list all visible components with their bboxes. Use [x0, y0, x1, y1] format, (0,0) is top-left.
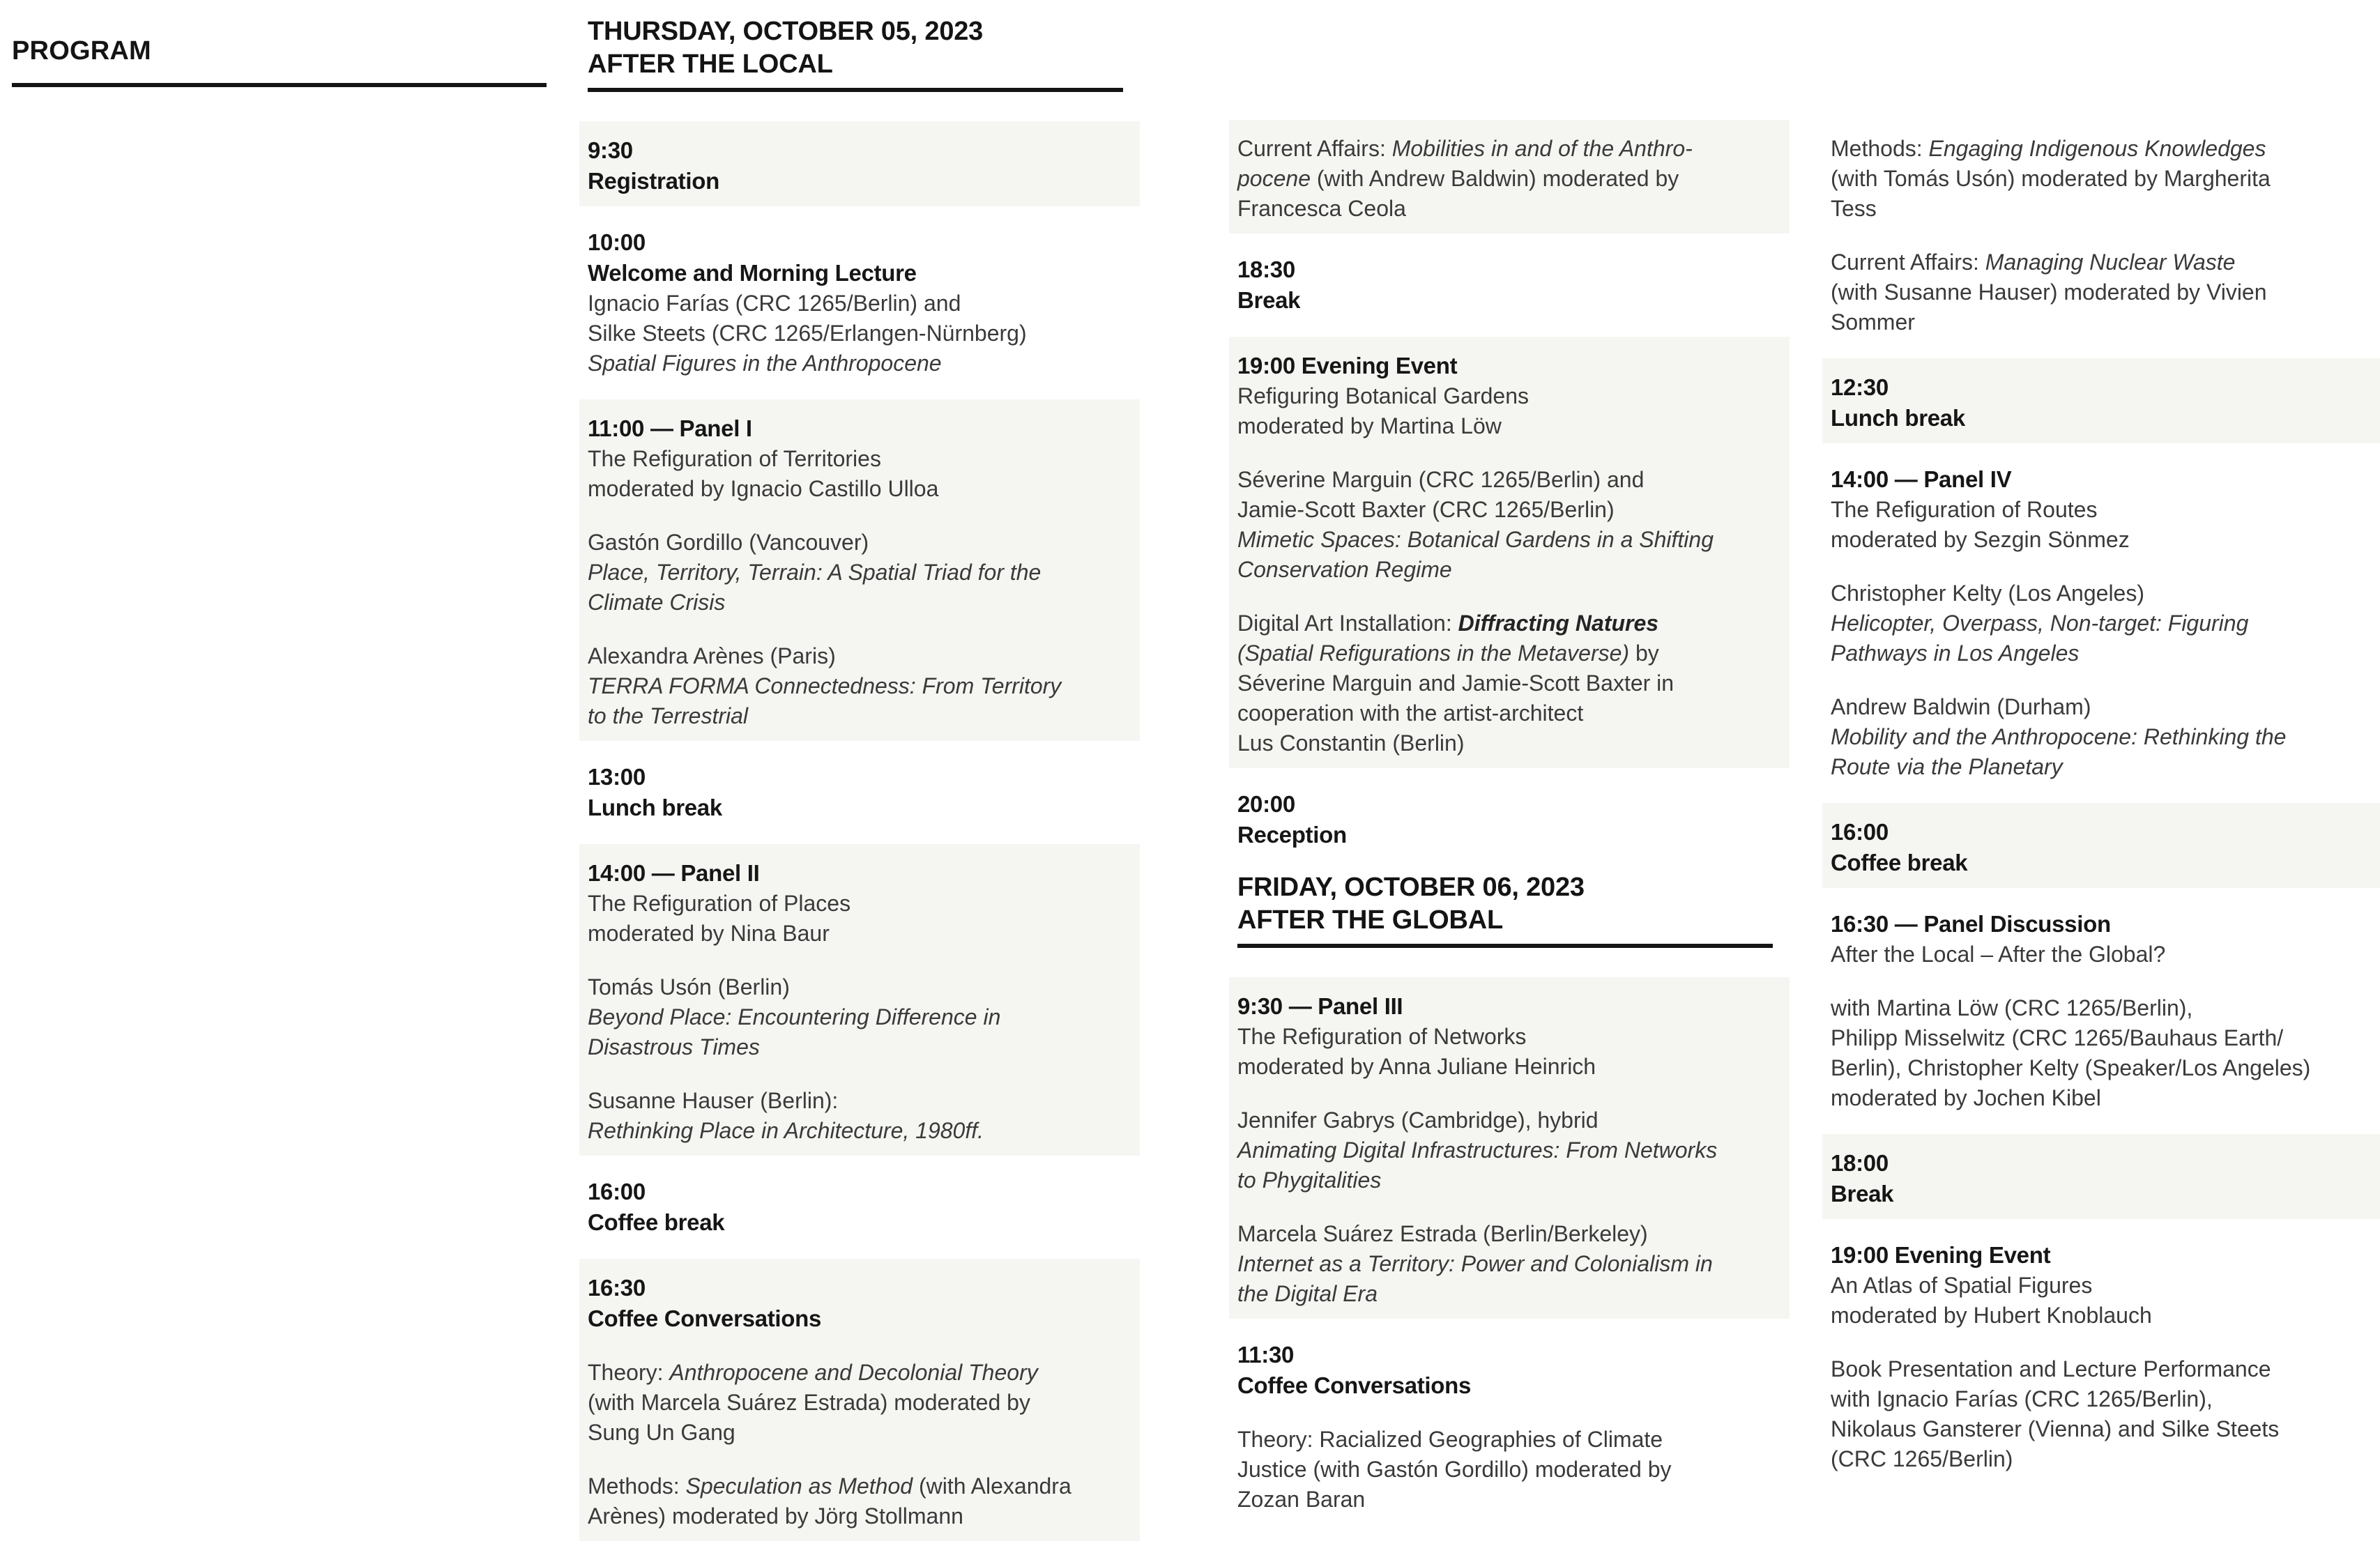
paragraph-gap — [588, 504, 1127, 528]
text-run: 14:00 — Panel II — [588, 860, 760, 886]
text-run: 18:30 — [1237, 256, 1295, 282]
paragraph-gap — [588, 1334, 1127, 1358]
text-run: (CRC 1265/Berlin) — [1831, 1446, 2013, 1471]
schedule-line — [588, 972, 1127, 1002]
schedule-line — [1237, 820, 1790, 850]
text-run: 9:30 — Panel III — [1237, 993, 1403, 1019]
text-run: Coffee Conversations — [588, 1306, 822, 1331]
schedule-line — [1831, 1444, 2380, 1474]
schedule-line — [588, 135, 1127, 166]
schedule-line — [1237, 1370, 1790, 1401]
text-run: 11:00 — Panel I — [588, 415, 752, 441]
evening-event-friday-block — [1831, 1240, 2380, 1474]
coffee-break-thursday-block — [588, 1177, 1140, 1238]
paragraph-gap — [588, 949, 1127, 972]
day-header-line: FRIDAY, OCTOBER 06, 2023 — [1237, 873, 1585, 902]
schedule-line — [588, 1207, 1140, 1238]
schedule-line — [588, 558, 1127, 588]
text-run: Berlin), Christopher Kelty (Speaker/Los Angeles) — [1831, 1055, 2311, 1080]
text-run: Disastrous Times — [588, 1034, 760, 1059]
schedule-line — [1237, 1105, 1777, 1135]
schedule-line — [1237, 525, 1777, 555]
page-title: PROGRAM — [12, 36, 151, 66]
current-affairs-mobilities-block — [1229, 120, 1790, 233]
paragraph-gap — [1237, 1195, 1777, 1219]
text-run: Francesca Ceola — [1237, 196, 1406, 221]
text-run: cooperation with the artist-architect — [1237, 700, 1584, 726]
text-run: Ignacio Farías (CRC 1265/Berlin) and — [588, 291, 961, 316]
text-run: Current Affairs: — [1237, 136, 1392, 161]
text-run: Theory: Racialized Geographies of Climate — [1237, 1427, 1663, 1452]
text-run: Rethinking Place in Architecture, 1980ff. — [588, 1118, 984, 1143]
lunch-break-thursday-block — [588, 762, 1140, 823]
schedule-line — [1237, 1022, 1777, 1052]
text-run: (with Marcela Suárez Estrada) moderated by — [588, 1390, 1030, 1415]
schedule-line — [588, 1002, 1127, 1032]
panel-4-block — [1831, 464, 2380, 782]
text-run: the Digital Era — [1237, 1281, 1378, 1306]
text-run: 16:30 — Panel Discussion — [1831, 911, 2111, 937]
schedule-line — [1831, 1301, 2380, 1331]
text-run: Gastón Gordillo (Vancouver) — [588, 530, 869, 555]
text-run: to the Terrestrial — [588, 703, 749, 728]
welcome-morning-lecture-block — [588, 227, 1140, 378]
schedule-line — [1237, 638, 1777, 668]
text-run: (with Susanne Hauser) moderated by Vivien — [1831, 280, 2267, 305]
text-run: Coffee Conversations — [1237, 1372, 1472, 1398]
text-run: (with Alexandra — [913, 1473, 1071, 1499]
text-run: (Spatial Refigurations in the Metaverse) — [1237, 641, 1630, 666]
text-run: Refiguring Botanical Gardens — [1237, 383, 1530, 408]
text-run: Beyond Place: Encountering Difference in — [588, 1004, 1001, 1029]
schedule-line — [588, 1032, 1127, 1062]
text-run: Internet as a Territory: Power and Colonialism in — [1237, 1251, 1713, 1276]
schedule-line — [1237, 1455, 1790, 1485]
text-run: The Refiguration of Routes — [1831, 497, 2098, 522]
text-run: Coffee break — [1831, 850, 1968, 875]
text-run: moderated by Martina Löw — [1237, 413, 1502, 438]
text-run: Mimetic Spaces: Botanical Gardens in a Shifting — [1237, 527, 1714, 552]
text-run: Methods: — [1831, 136, 1929, 161]
schedule-line — [1831, 608, 2380, 638]
text-run: Alexandra Arènes (Paris) — [588, 643, 836, 668]
text-run: Susanne Hauser (Berlin): — [588, 1088, 839, 1113]
schedule-line — [1831, 817, 2367, 848]
schedule-line — [1831, 722, 2380, 752]
schedule-line — [588, 858, 1127, 889]
text-run: Theory: — [588, 1360, 670, 1385]
schedule-line — [1237, 698, 1777, 728]
schedule-line — [1831, 277, 2380, 307]
text-run: Managing Nuclear Waste — [1985, 250, 2236, 275]
schedule-line — [1237, 495, 1777, 525]
text-run: (with Andrew Baldwin) moderated by — [1310, 166, 1679, 191]
schedule-line — [1831, 464, 2380, 495]
evening-event-thursday-block — [1229, 337, 1790, 768]
schedule-line — [1831, 1240, 2380, 1271]
schedule-line — [588, 1388, 1127, 1418]
paragraph-gap — [1831, 1331, 2380, 1354]
schedule-line — [1237, 1249, 1777, 1279]
column-thursday-evening-friday — [1237, 120, 1790, 1536]
schedule-line — [1831, 1148, 2367, 1179]
text-run: Philipp Misselwitz (CRC 1265/Bauhaus Earth/ — [1831, 1025, 2284, 1050]
schedule-line — [1237, 1279, 1777, 1309]
text-run: with Ignacio Farías (CRC 1265/Berlin), — [1831, 1386, 2213, 1411]
text-run: 9:30 — [588, 137, 633, 163]
text-run: 19:00 Evening Event — [1831, 1242, 2051, 1268]
schedule-line — [1831, 638, 2380, 668]
schedule-line — [1831, 403, 2367, 434]
schedule-line — [588, 1418, 1127, 1448]
text-run: moderated by Nina Baur — [588, 921, 830, 946]
schedule-line — [1831, 1023, 2380, 1053]
schedule-line — [588, 1086, 1127, 1116]
paragraph-gap — [588, 618, 1127, 641]
schedule-line — [1237, 465, 1777, 495]
schedule-line — [1237, 1219, 1777, 1249]
schedule-line — [1831, 495, 2380, 525]
text-run: The Refiguration of Territories — [588, 446, 881, 471]
break-1830-block — [1237, 254, 1790, 316]
schedule-line — [1237, 789, 1790, 820]
schedule-line — [1831, 940, 2380, 970]
schedule-line — [588, 1273, 1127, 1303]
text-run: 16:00 — [588, 1179, 646, 1204]
text-run: Pathways in Los Angeles — [1831, 641, 2080, 666]
coffee-conversations-friday-block — [1237, 1340, 1790, 1515]
paragraph-gap — [1237, 441, 1777, 465]
coffee-break-friday-block — [1822, 803, 2380, 888]
schedule-line — [1831, 194, 2380, 224]
schedule-line — [1831, 848, 2367, 878]
day-header-line: AFTER THE GLOBAL — [1237, 905, 1503, 935]
schedule-line — [588, 793, 1140, 823]
schedule-line — [1831, 1053, 2380, 1083]
text-run: (with Tomás Usón) moderated by Margherita — [1831, 166, 2271, 191]
schedule-line — [588, 474, 1127, 504]
day-header-rule — [588, 88, 1123, 92]
lunch-break-friday-block — [1822, 358, 2380, 443]
schedule-line — [1237, 134, 1777, 164]
schedule-line — [588, 1116, 1127, 1146]
text-run: Andrew Baldwin (Durham) — [1831, 694, 2091, 719]
text-run: 10:00 — [588, 229, 646, 255]
text-run: Welcome and Morning Lecture — [588, 260, 917, 286]
schedule-line — [1831, 1384, 2380, 1414]
column-thursday — [588, 15, 1140, 1562]
schedule-line — [588, 1177, 1140, 1207]
text-run: Sommer — [1831, 309, 1915, 335]
text-run: Arènes) moderated by Jörg Stollmann — [588, 1503, 963, 1529]
schedule-line — [1237, 608, 1777, 638]
text-run: moderated by Anna Juliane Heinrich — [1237, 1054, 1596, 1079]
text-run: Spatial Figures in the Anthropocene — [588, 351, 942, 376]
text-run: Break — [1831, 1181, 1894, 1207]
text-run: Route via the Planetary — [1831, 754, 2063, 779]
coffee-conversations-thursday-block — [579, 1259, 1140, 1541]
schedule-line — [588, 1358, 1127, 1388]
text-run: Zozan Baran — [1237, 1487, 1366, 1512]
schedule-line — [588, 671, 1127, 701]
schedule-line — [588, 588, 1127, 618]
schedule-line — [1831, 1083, 2380, 1113]
schedule-line — [588, 762, 1140, 793]
schedule-line — [588, 641, 1127, 671]
text-run: Jennifer Gabrys (Cambridge), hybrid — [1237, 1108, 1599, 1133]
schedule-line — [588, 258, 1140, 289]
text-run: Digital Art Installation: — [1237, 611, 1458, 636]
schedule-line — [1831, 909, 2380, 940]
schedule-line — [588, 1471, 1127, 1501]
text-run: Helicopter, Overpass, Non-target: Figuring — [1831, 611, 2249, 636]
text-run: Jamie-Scott Baxter (CRC 1265/Berlin) — [1237, 497, 1615, 522]
paragraph-gap — [588, 1448, 1127, 1471]
schedule-line — [1831, 134, 2380, 164]
text-run: Animating Digital Infrastructures: From Networks — [1237, 1138, 1718, 1163]
text-run: Lunch break — [588, 795, 722, 820]
schedule-line — [1831, 525, 2380, 555]
paragraph-gap — [1237, 585, 1777, 608]
schedule-line — [1237, 555, 1777, 585]
text-run: Sung Un Gang — [588, 1420, 735, 1445]
text-run: Coffee break — [588, 1209, 725, 1235]
text-run: An Atlas of Spatial Figures — [1831, 1273, 2093, 1298]
paragraph-gap — [1831, 970, 2380, 993]
text-run: Lus Constantin (Berlin) — [1237, 730, 1465, 756]
schedule-line — [1237, 668, 1777, 698]
schedule-line — [588, 528, 1127, 558]
text-run: Séverine Marguin (CRC 1265/Berlin) and — [1237, 467, 1645, 492]
paragraph-gap — [1831, 555, 2380, 579]
schedule-line — [1237, 1340, 1790, 1370]
schedule-line — [1831, 164, 2380, 194]
schedule-line — [1831, 1271, 2380, 1301]
text-run: to Phygitalities — [1237, 1167, 1382, 1193]
column-friday-afternoon — [1831, 120, 2380, 1495]
break-1800-block — [1822, 1134, 2380, 1219]
schedule-line — [1237, 1165, 1777, 1195]
text-run: moderated by Jochen Kibel — [1831, 1085, 2101, 1110]
text-run: Séverine Marguin and Jamie-Scott Baxter in — [1237, 671, 1675, 696]
paragraph-gap — [1237, 1401, 1790, 1425]
paragraph-gap — [588, 1062, 1127, 1086]
schedule-line — [588, 319, 1140, 349]
schedule-line — [1237, 381, 1777, 411]
paragraph-gap — [1831, 224, 2380, 247]
text-run: Book Presentation and Lecture Performance — [1831, 1356, 2271, 1381]
text-run: Diffracting Natures — [1458, 611, 1659, 636]
panel-2-block — [579, 844, 1140, 1156]
day-header-line: AFTER THE LOCAL — [588, 49, 833, 79]
reception-block — [1237, 789, 1790, 850]
text-run: Climate Crisis — [588, 590, 726, 615]
text-run: Registration — [588, 168, 719, 194]
schedule-line — [588, 701, 1127, 731]
text-run: The Refiguration of Networks — [1237, 1024, 1527, 1049]
text-run: Break — [1237, 287, 1301, 313]
text-run: Marcela Suárez Estrada (Berlin/Berkeley) — [1237, 1221, 1648, 1246]
schedule-line — [588, 1501, 1127, 1531]
text-run: 11:30 — [1237, 1342, 1295, 1368]
text-run: Place, Territory, Terrain: A Spatial Triad for the — [588, 560, 1042, 585]
day-header-rule — [1237, 944, 1773, 948]
text-run: Conservation Regime — [1237, 557, 1452, 582]
panel-1-block — [579, 399, 1140, 741]
program-header — [12, 35, 547, 87]
text-run: After the Local – After the Global? — [1831, 942, 2166, 967]
day-header-thursday — [588, 15, 1140, 92]
schedule-line — [1831, 1354, 2380, 1384]
text-run: moderated by Ignacio Castillo Ulloa — [588, 476, 939, 501]
text-run: Speculation as Method — [685, 1473, 913, 1499]
schedule-line — [1237, 1425, 1790, 1455]
morning-conversations-block — [1831, 120, 2380, 337]
text-run: Nikolaus Gansterer (Vienna) and Silke Steets — [1831, 1416, 2280, 1441]
schedule-line — [588, 227, 1140, 258]
panel-3-block — [1229, 977, 1790, 1319]
registration-block — [579, 121, 1140, 206]
text-run: Reception — [1237, 822, 1347, 848]
text-run: Tess — [1831, 196, 1877, 221]
schedule-line — [588, 349, 1140, 378]
panel-discussion-block — [1831, 909, 2380, 1113]
schedule-line — [1237, 164, 1777, 194]
text-run: 12:30 — [1831, 374, 1889, 400]
schedule-line — [588, 889, 1127, 919]
schedule-line — [1237, 1135, 1777, 1165]
text-run: Engaging Indigenous Knowledges — [1928, 136, 2266, 161]
schedule-line — [588, 166, 1127, 197]
text-run: Silke Steets (CRC 1265/Erlangen-Nürnberg) — [588, 321, 1027, 346]
schedule-line — [1831, 752, 2380, 782]
text-run: The Refiguration of Places — [588, 891, 851, 916]
text-run: 19:00 Evening Event — [1237, 353, 1458, 378]
text-run: pocene — [1237, 166, 1311, 191]
schedule-line — [1831, 993, 2380, 1023]
text-run: moderated by Sezgin Sönmez — [1831, 527, 2130, 552]
text-run: by — [1629, 641, 1659, 666]
paragraph-gap — [1831, 668, 2380, 692]
schedule-line — [588, 1303, 1127, 1334]
schedule-line — [588, 289, 1140, 319]
schedule-line — [1237, 194, 1777, 224]
text-run: Lunch break — [1831, 405, 1965, 431]
schedule-line — [1831, 579, 2380, 608]
schedule-line — [1237, 351, 1777, 381]
text-run: 16:30 — [588, 1275, 646, 1301]
paragraph-gap — [1237, 1082, 1777, 1105]
schedule-line — [588, 413, 1127, 444]
text-run: Christopher Kelty (Los Angeles) — [1831, 581, 2144, 606]
text-run: Mobility and the Anthropocene: Rethinking the — [1831, 724, 2287, 749]
schedule-line — [1237, 254, 1790, 285]
schedule-line — [1237, 1485, 1790, 1515]
schedule-line — [1237, 991, 1777, 1022]
text-run: with Martina Löw (CRC 1265/Berlin), — [1831, 995, 2193, 1020]
schedule-line — [588, 919, 1127, 949]
text-run: Methods: — [588, 1473, 686, 1499]
schedule-line — [1831, 1414, 2380, 1444]
text-run: 18:00 — [1831, 1150, 1889, 1176]
schedule-line — [1237, 285, 1790, 316]
day-header-friday — [1237, 871, 1790, 948]
schedule-line — [1831, 307, 2380, 337]
program-title-rule — [12, 83, 547, 87]
schedule-line — [1831, 247, 2380, 277]
schedule-line — [1237, 728, 1777, 758]
schedule-line — [588, 444, 1127, 474]
text-run: Mobilities in and of the Anthro- — [1391, 136, 1693, 161]
text-run: moderated by Hubert Knoblauch — [1831, 1303, 2152, 1328]
schedule-line — [1237, 411, 1777, 441]
text-run: 20:00 — [1237, 791, 1295, 817]
text-run: Anthropocene and Decolonial Theory — [669, 1360, 1038, 1385]
text-run: 13:00 — [588, 764, 646, 790]
text-run: Justice (with Gastón Gordillo) moderated by — [1237, 1457, 1672, 1482]
text-run: Current Affairs: — [1831, 250, 1985, 275]
day-header-line: THURSDAY, OCTOBER 05, 2023 — [588, 17, 984, 46]
text-run: 16:00 — [1831, 819, 1889, 845]
schedule-line — [1237, 1052, 1777, 1082]
schedule-line — [1831, 372, 2367, 403]
text-run: TERRA FORMA Connectedness: From Territory — [588, 673, 1062, 698]
text-run: 14:00 — Panel IV — [1831, 466, 2012, 492]
schedule-line — [1831, 692, 2380, 722]
schedule-line — [1831, 1179, 2367, 1209]
text-run: Tomás Usón (Berlin) — [588, 974, 790, 1000]
